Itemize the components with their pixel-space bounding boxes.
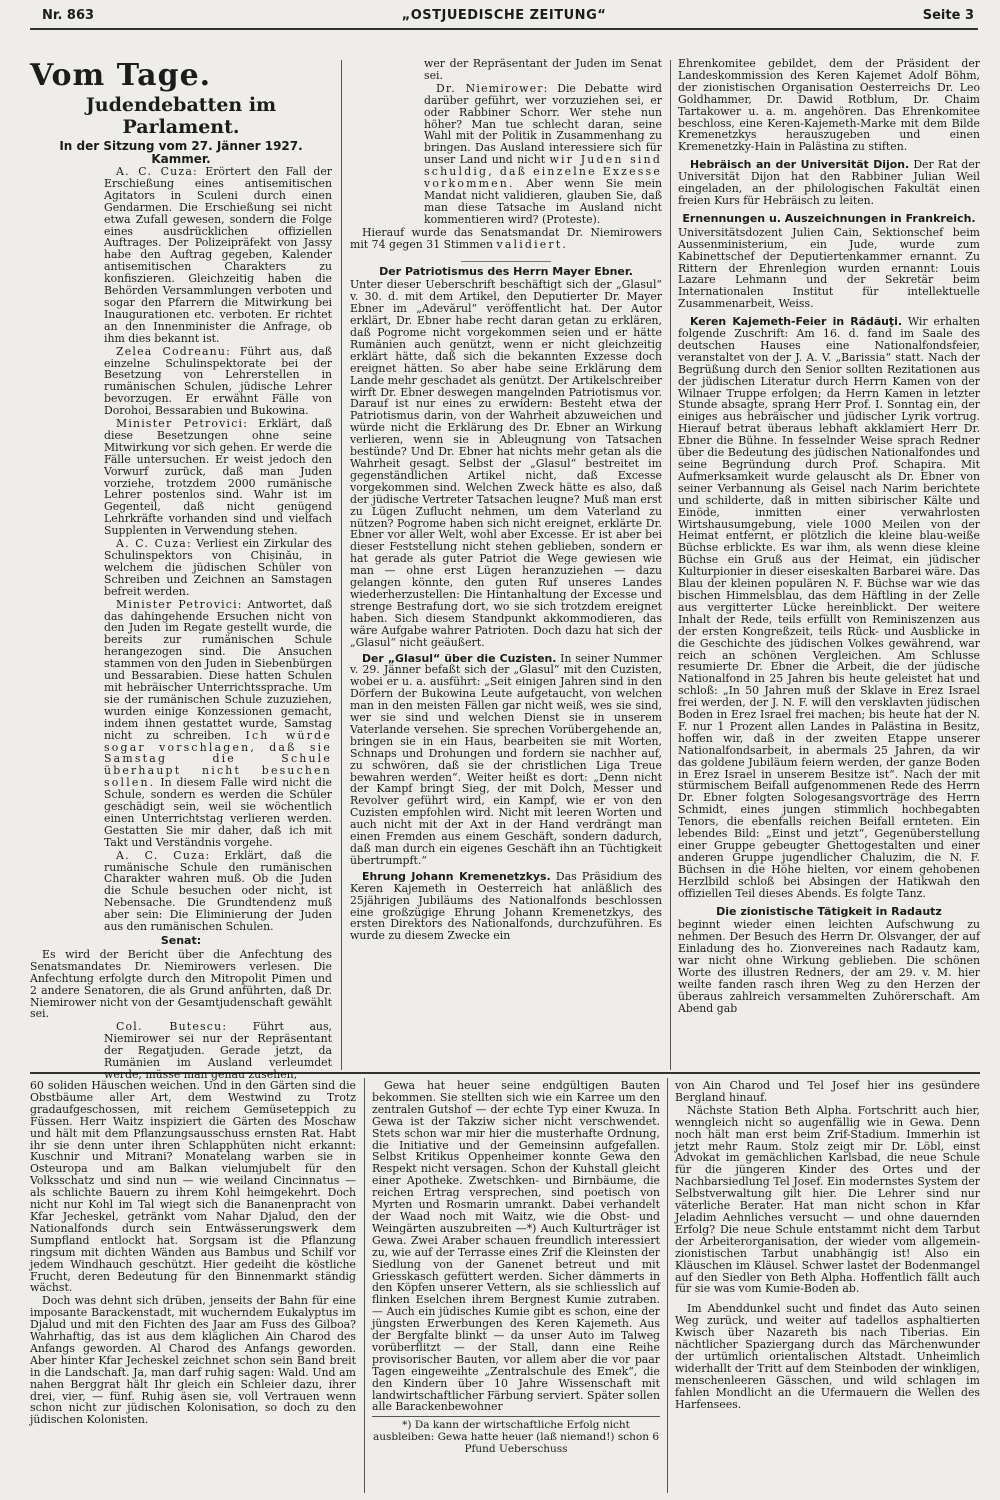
page-header [30,4,978,30]
article-heading: Die zionistische Tätigkeit in Radautz [716,904,942,918]
feuilleton-paragraph: Doch was dehnt sich drüben, jenseits der Bahn für eine imposante Barackenstadt, mit wucherndem Eukalyptus im Djalud und mit den Fichten des Jaar am Fuss des Gilboa? Wahrhaftig, das ist aus dem kläglichen Ain Charod des Anfangs geworden. Al Charod des Anfangs geworden. Aber hinter Kfar Jecheskel zeichnet schon sein Band breit in die Landschaft. Ja, man darf ruhig sagen: Wald. Und am nahen Berggrat hält Ihr gleich ein Schleier dazu, ihrer drei, vier, — fünf. Ruhig äsen sie, voll Vertrauen wenn schon nicht zur jüdischen Kolonisation, so doch zu den jüdischen Kolonisten. [30,1294,356,1427]
article-paragraph [678,316,980,899]
section-title: Vom Tage. [30,58,212,93]
feuilleton-paragraph: Nächste Station Beth Alpha. Fortschritt auch hier, wenngleich nicht so augenfällig wie in Gewa. Denn noch hält man erst beim Zrif-Stadium. Immerhin ist jetzt mehr Raum. Stolz zeigt mir Dr. Löbl, einst Advokat im gemächlichen Karlsbad, die neue Schule für die jüngeren Kinder des Ortes und der Nachbarsiedlung Tel Josef. Ein modernstes System der Selbstverwaltung gilt hier. Die Lehrer sind nur väterliche Berater. Hat man nicht schon in Kfar Jeladim Aehnliches versucht — und ohne dauernden Erfolg? Die neue Schule entstammt nicht dem Tarbut der Arbeiterorganisation, der wieder vom allgemein-zionistischen Tarbut unabhängig ist! Also ein Kläuschen im Kläusel. Schwer lastet der Bodenmangel auf den Siedler von Beth Alpha. Hoffentlich fällt auch für sie was vom Kumie-Boden ab. [675,1103,980,1296]
article-heading: Ernennungen u. Auszeichnungen in Frankreich. [682,211,976,225]
column-rule [364,1078,365,1493]
speech [30,599,332,849]
speech-text: Erklärt, daß die rumänische Schule den rumänischen Charakter wahren muß. Ob die Juden die Schule besuchen oder nicht, ist Nebensache. Die Grundtendenz muß aber sein: Die Eliminierung der Juden aus den rumänischen Schulen. [104,848,333,934]
article-body: Ehrenkomitee gebildet, dem der Präsident der Landeskommission des Keren Kajemet Adolf Böhm, der zionistischen Organisation Oesterreichs Dr. Leo Goldhammer, Dr. Dawid Rotblum, Dr. Chaim Tartakower u. a. m. angehören. Das Ehrenkomitee beschloss, eine Keren-Kajemeth-Marke mit dem Bilde Kremenetzkys herauszugeben und einen Kremenetzky-Hain in Palästina zu stiften. [678,57,980,154]
article-body: Universitätsdozent Julien Cain, Sektionschef beim Aussenministerium, ein Jude, wurde zum Kabinettschef der Deputiertenkammer ernannt. Zu Rittern der Ehrenlegion wurden ernannt: Louis Lazare Lehmann und der Sekretär beim Internationalen Institut für intellektuelle Zusammenarbeit, Weiss. [678,225,980,311]
speech [30,166,332,345]
speech-emphasis: wir Juden sind schuldig, daß einzelne Exzesse vorkommen. [424,153,662,191]
speaker-name: A. C. Cuza: [116,165,198,178]
speech-emphasis: Ich würde sogar vorschlagen, daß sie Samstag die Schule überhaupt nicht besuchen sollen. [104,728,332,790]
feuilleton-paragraph: von Ain Charod und Tel Josef hier ins gesündere Bergland hinauf. [675,1079,980,1104]
speaker-name: Col. Butescu: [116,1020,228,1034]
speech [30,1021,332,1081]
vote-text: Hierauf wurde das Senatsmandat Dr. Niemirowers mit 74 gegen 31 Stimmen [350,225,662,251]
footnote: *) Da kann der wirtschaftliche Erfolg nicht ausbleiben: Gewa hatte heuer (laß niemand!) schon 6 Pfund Ueberschuss [372,1416,660,1455]
article-body: beginnt wieder einen leichten Aufschwung zu nehmen. Der Besuch des Herrn Dr. Olsvanger, der auf Einladung des ho. Zionvereines nach Radautz kam, war nicht ohne Wirkung geblieben. Die schönen Worte des illustren Redners, der am 29. v. M. hier weilte fanden rasch ihren Weg zu den Herzen der überaus zahlreich versammelten Zuhörerschaft. Am Abend gab [678,918,980,1015]
vote-result [350,227,662,251]
divider [461,261,551,262]
article-body: Der Rat der Universität Dijon hat den Rabbiner Julian Weil eingeladen, an der philologischen Fakultät einen freien Kurs für Hebräisch zu leiten. [678,158,980,207]
newspaper-title: „OSTJUEDISCHE ZEITUNG“ [401,8,607,23]
article-paragraph [350,871,662,942]
speaker-name: Zelea Codreanu: [116,344,231,358]
feuilleton-paragraph: 60 soliden Häuschen weichen. Und in den Gärten sind die Obstbäume aller Art, dem Westwind zu Trotz gradaufgeschossen, mit reichem Gemüseteppich zu Füssen. Herr Waitz inspiziert die Gärten des Moschaw und hält mit dem Pflanzungsausschuss ernsten Rat. Habt ihr sie denn unter ihren Schlapphüten nicht erkannt: Kuschnir und Mitrani? Monatelang warben sie in Osteuropa und am Balkan vielumjubelt für den Volksschatz und sind nun — wie weiland Cincinnatus — als schlichte Bauern zu ihrem Kohl heimgekehrt. Doch nicht nur Kohl im Tal wiegt sich die Bananenpracht von Kfar Jecheskel, getränkt vom Nahar Djalud, den der Nationalfonds durch sein Entwässerungswerk dem Sumpfland entlockt hat. Sorgsam ist die Pflanzung ringsum mit dichten Wänden aus Bambus und Schilf vor jedem Windhauch geschützt. Hier gedeiht die köstliche Frucht, deren Bedeutung für den Binnenmarkt ständig wächst. [30,1079,356,1295]
speech-text: Erörtert den Fall der Erschießung eines antisemitischen Agitators in Sculeni durch einen Gendarmen. Die Erschießung sei nicht etwa Zufall gewesen, sondern die Folge eines ausdrücklichen offiziellen Auftrages. Der Polizeipräfekt von Jassy habe den Auftrag gegeben, Kalender antisemitischen Charakters zu konfiszieren. Gleichzeitig haben die Behörden Versammlungen verboten und sogar den Pfarrern die Mitwirkung bei Inaugurationen etc. verboten. Er richtet an den Innenminister die Anfrage, ob ihm dies bekannt ist. [104,165,332,345]
column-1 [30,58,333,1081]
speech-text: Führt aus, daß einzelne Schulinspektorate bei der Besetzung von Lehrerstellen in rumänischen Schulen, jüdische Lehrer bevorzugen. Er erwähnt Fälle von Dorohoi, Bessarabien und Bukowina. [104,344,332,418]
bottom-column-3 [675,1080,980,1495]
issue-number: Nr. 863 [42,8,95,23]
speech-text: Führt aus, Niemirower sei nur der Repräsentant der Regatjuden. Gerade jetzt, da Rumänien im Ausland verleumdet werde, müsse man genau zusehen, [104,1020,332,1081]
speaker-name: Minister Petrovici: [116,417,249,431]
speaker-name: A. C. Cuza: [116,537,192,551]
column-rule [341,60,342,1070]
speech-text: Erklärt, daß diese Besetzungen ohne seine Mitwirkung vor sich gehen. Er werde die Fälle untersuchen. Er weist jedoch den Vorwurf zurück, daß man Juden vorziehe, trotzdem 2000 rumänische Lehrer postenlos sind. Wahr ist im Gegenteil, daß nicht genügend Lehrkräfte vorhanden sind und vielfach Supplenten in Verwendung stehen. [104,417,332,538]
senat-heading: Senat: [160,934,202,947]
speaker-name: Minister Petrovici: [116,597,243,611]
article-body: Wir erhalten folgende Zuschrift: Am 16. d. fand im Saale des deutschen Hauses eine Nationalfondsfeier, veranstaltet von der J. A. V. „Barissia“ statt. Nach der Begrüßung durch den Senior sollten Rezitationen aus der jüdischen Literatur durch Herrn Kamen von der Wilnaer Truppe erfolgen; da Herrn Kamen in letzter Stunde absagte, sprang Herr Prof. I. Sonntag ein, der einiges aus hebräischer und jüdischer Lyrik vortrug. Hierauf betrat überaus lebhaft akklamiert Herr Dr. Ebner die Bühne. In fesselnder Weise sprach Redner über die Bedeutung des jüdischen Nationalfondes und seine Begründung durch Prof. Schapira. Mit Aufmerksamkeit wurde gelauscht als Dr. Ebner von seiner Verbannung als Geisel nach Narim berichtete und schilderte, daß in mitten sibirischer Kälte und Einöde, inmitten einer verwahrlosten Wirtshausumgebung, viele 1000 Meilen von der Heimat entfernt, er plötzlich die kleine blau-weiße Büchse erblickte. Es war ihm, als wenn diese kleine Büchse ein Gruß aus der Heimat, ein jüdischer Kulturpionier in dieser eiseskalten Barbarei wäre. Das Blau der kleinen populären N. F. Büchse war wie das bischen Himmelsblau, das dem Häftling in der Zelle aus vergitterter Lücke hereinblickt. Der weitere Inhalt der Rede, teils erfüllt von Reminiszenzen aus der ersten Kongreßzeit, teils Rück- und Ausblicke in die Geschichte des jüdischen Volkes gewährend, war reich an schönen Vergleichen. Am Schlusse resumierte Dr. Ebner die Arbeit, die der jüdische Nationalfond in 25 Jahren bis heute geleistet hat und schloß: „In 50 Jahren muß der Sklave in Erez Israel frei werden, der J. N. F. will den versklavten jüdischen Boden in Erez Israel frei machen; bis heute hat der N. F. nur 1 Prozent allen Landes in Palästina in Besitz, hoffen wir, daß in der zweiten Etappe unserer Nationalfondsarbeit, in abermals 25 Jahren, da wir das goldene Jubiläum feiern werden, der ganze Boden in Erez Israel in unserem Besitze ist“. Nach der mit stürmischem Beifall aufgenommenen Rede des Herrn Dr. Ebner folgten Sologesangsvorträge des Herrn Schmidt, eines jungen stimmlich hochbegabten Tenors, die ebenfalls reichen Beifall ernteten. Ein lebendes Bild: „Einst und jetzt“, Gegenüberstellung einer Gruppe gebeugter Ghettogestalten und einer anderen Gruppe jugendlicher Chaluzim, die N. F. Büchsen in die Höhe hielten, vor einem gehobenen Herzlbild schloß bei Absingen der Hatikwah den offiziellen Teil dieses Abends. Es folgte Tanz. [678,315,980,900]
speaker-name: Dr. Niemirower: [436,81,549,95]
subheadline-date: In der Sitzung vom 27. Jänner 1927. [59,139,303,153]
speech [30,418,332,537]
article-body: In seiner Nummer v. 29. Jänner befaßt sich der „Glasul“ mit den Cuzisten, wobei er u. a. ausführt: „Seit einigen Jahren sind in den Dörfern der Bukowina Leute aufgetaucht, von welchen man in den meisten Fällen gar nicht weiß, wes sie sind, wer sie sind und welchen Dienst sie in unserem Vaterlande versehen. Sie sprechen Vorübergehende an, bringen sie in ein Haus, bearbeiten sie mit Worten, Schnaps und Drohungen und fordern sie nachher auf, zu schwören, daß sie der christlichen Liga Treue bewahren werden“. Weiter heißt es dort: „Denn nicht der Kampf bringt Sieg, der mit Dolch, Messer und Revolver geführt wird, ein Kampf, wie er von den Cuzisten empfohlen wird. Nicht mit leeren Worten und auch nicht mit der Axt in der Hand verdrängt man einen Fremden aus einem Geschäft, sondern dadurch, daß man durch ein eigenes Geschäft ihn an Tüchtigkeit übertrumpft.“ [350,651,662,867]
column-rule [667,1078,668,1493]
column-2 [350,58,662,1068]
speech-text: In diesem Falle wird nicht die Schule, sondern es werden die Schüler geschädigt sein, weil sie wöchentlich einen Unterrichtstag verlieren werden. Gestatten Sie mir daher, daß ich mit Takt und Verständnis vorgehe. [104,776,332,849]
column-3 [678,58,980,1068]
article-heading: Der Patriotismus des Herrn Mayer Ebner. [379,264,633,278]
article-body: Das Präsidium des Keren Kajemeth in Oesterreich hat anläßlich des 25jährigen Jubiläums des Nationalfonds beschlossen eine großzügige Ehrung Johann Kremenetzkys, des ersten Direktors des Nationalfonds, durchzuführen. Es wurde zu diesem Zwecke ein [350,869,662,943]
speech [350,83,662,226]
speech-text: Aber wenn Sie mein Mandat nicht validieren, glauben Sie, daß man diese Tatsache im Ausland nicht kommentieren wird? (Proteste). [424,177,663,226]
speech [30,346,332,417]
column-rule [670,60,671,1070]
bottom-column-1 [30,1080,356,1495]
speech-text: Die Debatte wird darüber geführt, wer vorzuziehen sei, er oder Rabbiner Schorr. Wer stehe nun höher? Man tue schlecht daran, seine Wahl mit der Politik in Zusammenhang zu bringen. Das Ausland interessiere sich für unser Land und nicht [424,81,663,167]
subheadline-chamber: Kammer. [151,152,211,166]
article-paragraph [350,653,662,867]
bottom-column-2 [372,1080,660,1495]
article-body: Unter dieser Ueberschrift beschäftigt sich der „Glasul“ v. 30. d. mit dem Artikel, den Deputierter Dr. Mayer Ebner im „Adevărul“ veröffentlicht hat. Der Autor erklärt, Dr. Ebner habe recht daran getan zu erklären, daß Pogrome nicht vorgekommen seien und er hätte Rumänien auch genützt, wenn er nicht gleichzeitig erklärt hätte, daß sich die bekannten Exzesse doch ereignet hätten. So aber habe seine Erklärung dem Lande mehr geschadet als genützt. Der Artikelschreiber wirft Dr. Ebner deswegen mangelnden Patriotismus vor. Darauf ist nur eines zu erwidern: Besteht etwa der Patriotismus darin, von der Wahrheit abzuweichen und würde nicht die Erklärung des Dr. Ebner an Wirkung verlieren, wenn sie in Ableugnung von Tatsachen bestünde? Und Dr. Ebner hat nichts mehr getan als die Wahrheit gesagt. Selbst der „Glasul“ bestreitet im gegenständlichen Artikel nicht, daß Excesse vorgekommen sind. Welchen Zweck hätte es also, daß der jüdische Vertreter Tatsachen leugne? Muß man erst zu Lügen Zuflucht nehmen, um dem Vaterland zu nützen? Pogrome haben sich nicht ereignet, erklärte Dr. Ebner vor aller Welt, wohl aber Excesse. Er ist aber bei dieser Feststellung nicht stehen geblieben, sondern er hat gerade als guter Patriot die Wege gewiesen wie man — ohne erst Lügen heranzuziehen — dazu gelangen könnte, den guten Ruf unseres Landes wiederherzustellen: Die Hintanhaltung der Excesse und strenge Bestrafung dort, wo sie sich trotzdem ereignet haben. Sich diesem Standpunkt akkommodieren, das wäre Aufgabe wahrer Patrioten. Doch dazu hat sich der „Glasul“ nicht geäußert. [350,278,662,649]
feuilleton-paragraph: Gewa hat heuer seine endgültigen Bauten bekommen. Sie stellten sich wie ein Karree um den zentralen Gutshof — der echte Typ einer Kwuza. In Gewa ist der Takziw sicher nicht verschwendet. Stets schon war mir hier die musterhafte Ordnung, die Initiative und der Gemeinsinn aufgefallen. Selbst Kritikus Oppenheimer konnte Gewa den Respekt nicht versagen. Schon der Kuhstall gleicht einer Apotheke. Zwetschken- und Birnbäume, die reichen Ertrag versprechen, sind poetisch von Myrten und Rosmarin umrankt. Dabei verhandelt der Waad noch mit Waitz, wie die Obst- und Weingärten auszubreiten —*) Auch Kulturträger ist Gewa. Zwei Araber schauen freundlich interessiert zu, wie auf der Terrasse eines Zrif die Kleinsten der Siedlung von der Ganenet betreut und mit Griesskasch gefüttert werden. Sicher dämmerts in den Köpfen unserer Vettern, als sie schliesslich auf flinken Eselchen ihrem Bergnest Kumie zutraben. — Auch ein jüdisches Kumie gibt es schon, eine der jüngsten Erwerbungen des Keren Kajemeth. Aus der Bergfalte blinkt — da unser Auto im Talweg vorüberflitzt — der Stall, dann eine Reihe provisorischer Bauten, vor allem aber die vor paar Tagen eingeweihte „Zentralschule des Emek“, die den Kindern über 10 Jahre Wissenschaft mit landwirtschaftlicher Färbung serviert. Später sollen alle Barackenbewohner [372,1079,660,1414]
feuilleton-paragraph: Im Abenddunkel sucht und findet das Auto seinen Weg zurück, und weiter auf tadellos asphaltierten Kwisch über Nazareth bis nach Tiberias. Ein nächtlicher Spaziergang durch das Märchenwunder der urtümlich orientalischen Altstadt. Unheimlich widerhallt der Tritt auf dem Steinboden der winkligen, menschenleeren Gässchen, und wild schlagen im fahlen Mondlicht an die Ufermauern die Wellen des Harfensees. [675,1302,980,1411]
article-heading: Der „Glasul“ über die Cuzisten. [362,651,557,665]
senat-paragraph: Es wird der Bericht über die Anfechtung des Senatsmandates Dr. Niemirowers verlesen. Die Anfechtung erfolgte durch den Mitropolit Pimen und 2 andere Senatoren, die als Grund anführten, daß Dr. Niemirower nicht von der Gesamtjudenschaft gewählt sei. [30,947,332,1021]
article-heading: Ehrung Johann Kremenetzkys. [362,869,551,883]
article-heading: Keren Kajemeth-Feier in Rădăuţi. [690,315,903,329]
speech [30,538,332,598]
vote-emphasis: validiert. [496,237,569,251]
speech-text: Verliest ein Zirkular des Schulinspektors von Chișinău, in welchem die jüdischen Schüler von Schreiben und Zeichnen an Samstagen befreit werden. [104,537,333,598]
headline: Judendebatten im Parlament. [85,94,277,138]
continued-text: wer der Repräsentant der Juden im Senat sei. [424,57,662,82]
page-number: Seite 3 [922,8,974,23]
speaker-name: A. C. Cuza: [116,848,211,862]
speech-text: Antwortet, daß das dahingehende Ersuchen nicht von den Juden im Regate gestellt wurde, die bereits zur rumänischen Schule herangezogen sind. Die Ansuchen stammen von den Juden in Siebenbürgen und Bessarabien. Diese hatten Schulen mit hebräischer Unterrichtssprache. Um sie der rumänischen Schule zuzuziehen, wurden einige Konzessionen gemacht, indem ihnen gestattet wurde, Samstag nicht zu schreiben. [104,597,332,742]
article-heading: Hebräisch an der Universität Dijon. [690,158,910,172]
speech [30,850,332,933]
article-paragraph [678,159,980,207]
